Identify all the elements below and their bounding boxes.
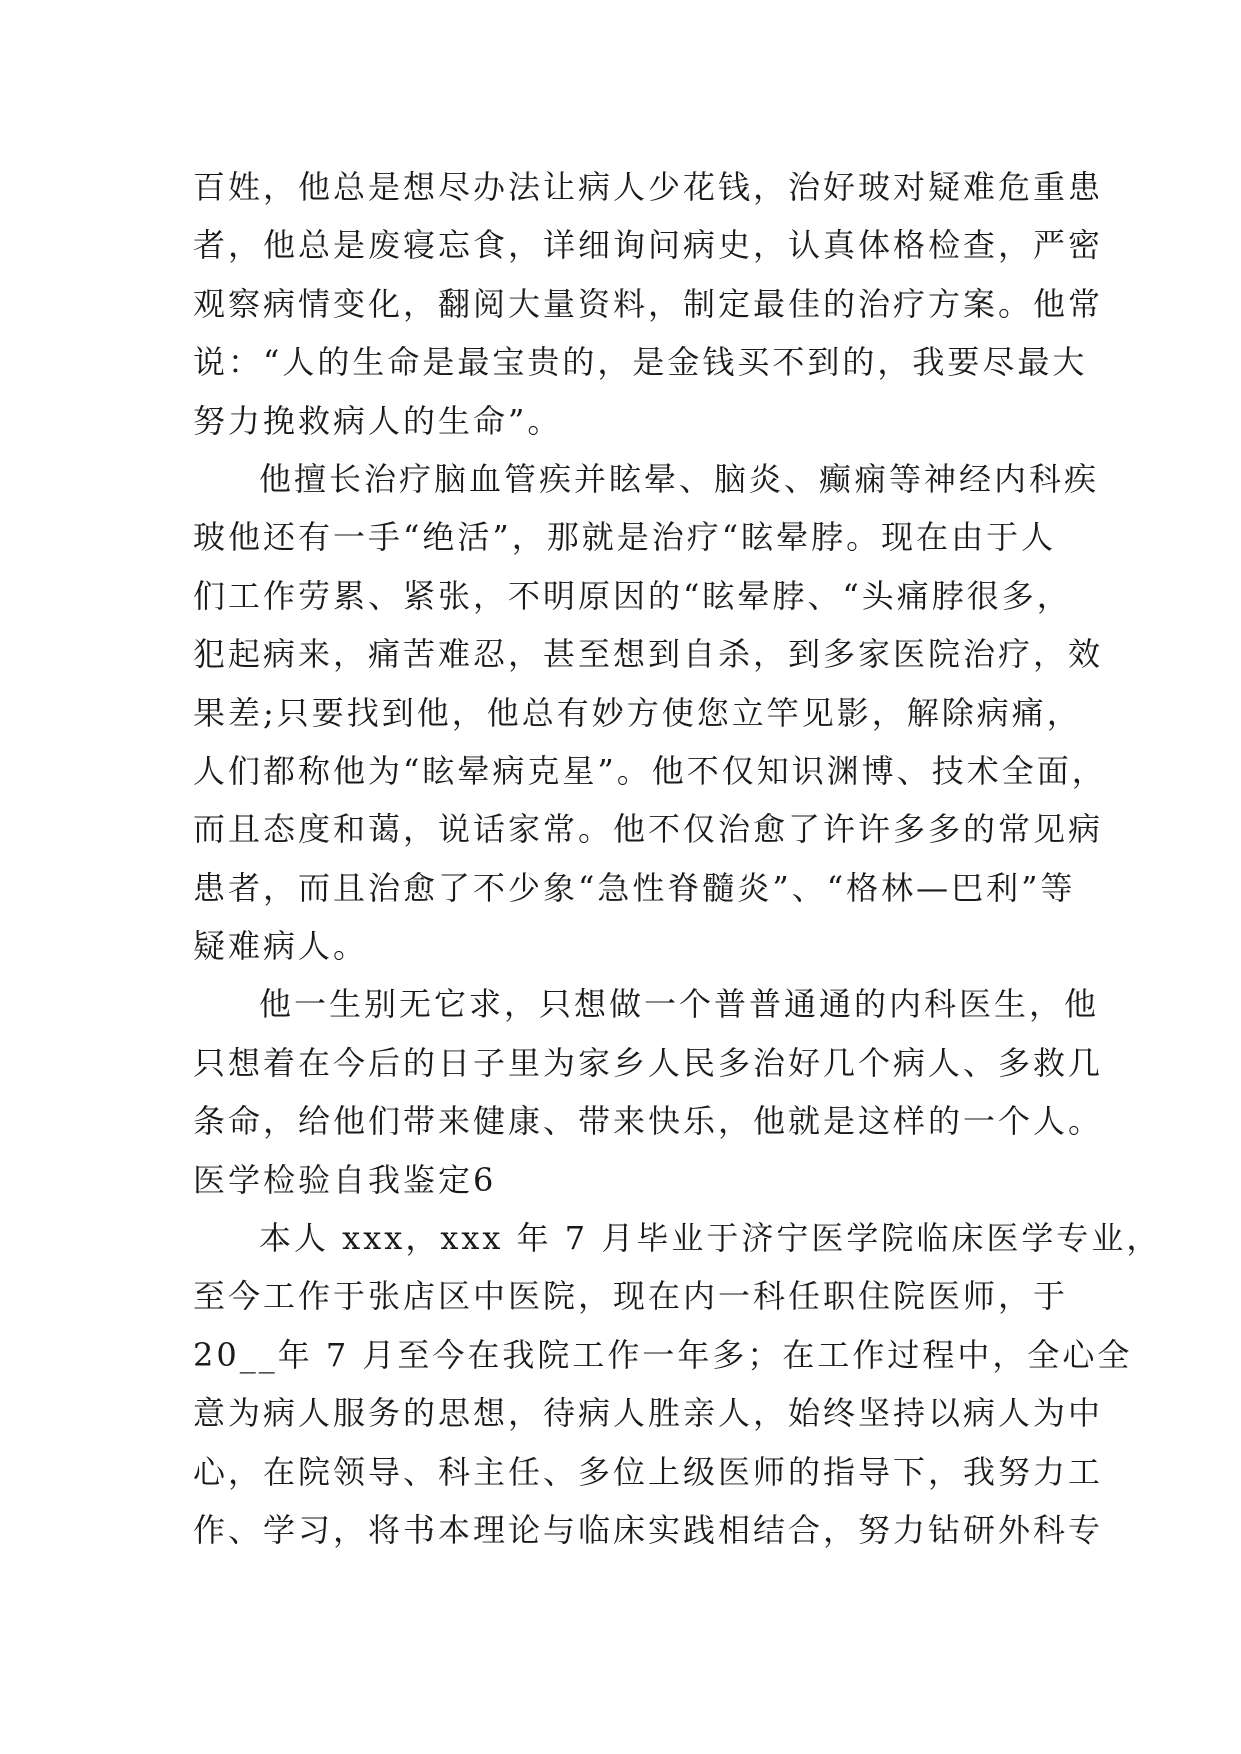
text-line: 而且态度和蔼，说话家常。他不仅治愈了许许多多的常见病 xyxy=(193,810,1104,849)
document-body xyxy=(193,158,1162,1559)
text-line: 医学检验自我鉴定6 xyxy=(193,1160,497,1199)
text-line: 至今工作于张店区中医院，现在内一科任职住院医师，于 xyxy=(193,1277,1069,1316)
text-line: 百姓，他总是想尽办法让病人少花钱，治好玻对疑难危重患 xyxy=(193,168,1104,206)
text-line: 意为病人服务的思想，待病人胜亲人，始终坚持以病人为中 xyxy=(193,1394,1104,1433)
text-line: 们工作劳累、紧张，不明原因的“眩晕脖、“头痛脖很多， xyxy=(193,576,1072,615)
text-line: 犯起病来，痛苦难忍，甚至想到自杀，到多家医院治疗，效 xyxy=(193,635,1104,674)
text-line: 观察病情变化，翻阅大量资料，制定最佳的治疗方案。他常 xyxy=(193,284,1104,323)
text-line: 玻他还有一手“绝活”，那就是治疗“眩晕脖。现在由于人 xyxy=(193,518,1057,557)
text-line: 只想着在今后的日子里为家乡人民多治好几个病人、多救几 xyxy=(193,1043,1104,1082)
text-line: 他一生别无它求，只想做一个普普通通的内科医生，他 xyxy=(259,985,1100,1024)
text-line: 努力挽救病人的生命”。 xyxy=(193,401,563,440)
text-line: 疑难病人。 xyxy=(193,927,369,966)
text-line: 作、学习，将书本理论与临床实践相结合，努力钻研外科专 xyxy=(193,1510,1104,1549)
text-line: 说：“人的生命是最宝贵的，是金钱买不到的，我要尽最大 xyxy=(193,343,1088,382)
text-line: 心，在院领导、科主任、多位上级医师的指导下，我努力工 xyxy=(193,1452,1104,1491)
text-line: 他擅长治疗脑血管疾并眩晕、脑炎、癫痫等神经内科疾 xyxy=(259,459,1100,498)
text-line: 本人 xxx，xxx 年 7 月毕业于济宁医学院临床医学专业， xyxy=(259,1219,1162,1258)
text-line: 患者，而且治愈了不少象“急性脊髓炎”、“格林—巴利”等 xyxy=(193,868,1076,907)
text-line: 20__年 7 月至今在我院工作一年多；在工作过程中，全心全 xyxy=(193,1335,1133,1374)
text-line: 果差;只要找到他，他总有妙方使您立竿见影，解除病痛， xyxy=(193,693,1082,732)
text-line: 条命，给他们带来健康、带来快乐，他就是这样的一个人。 xyxy=(193,1102,1104,1141)
text-line: 人们都称他为“眩晕病克星”。他不仅知识渊博、技术全面， xyxy=(193,751,1107,790)
text-line: 者，他总是废寝忘食，详细询问病史，认真体格检查，严密 xyxy=(193,226,1104,265)
